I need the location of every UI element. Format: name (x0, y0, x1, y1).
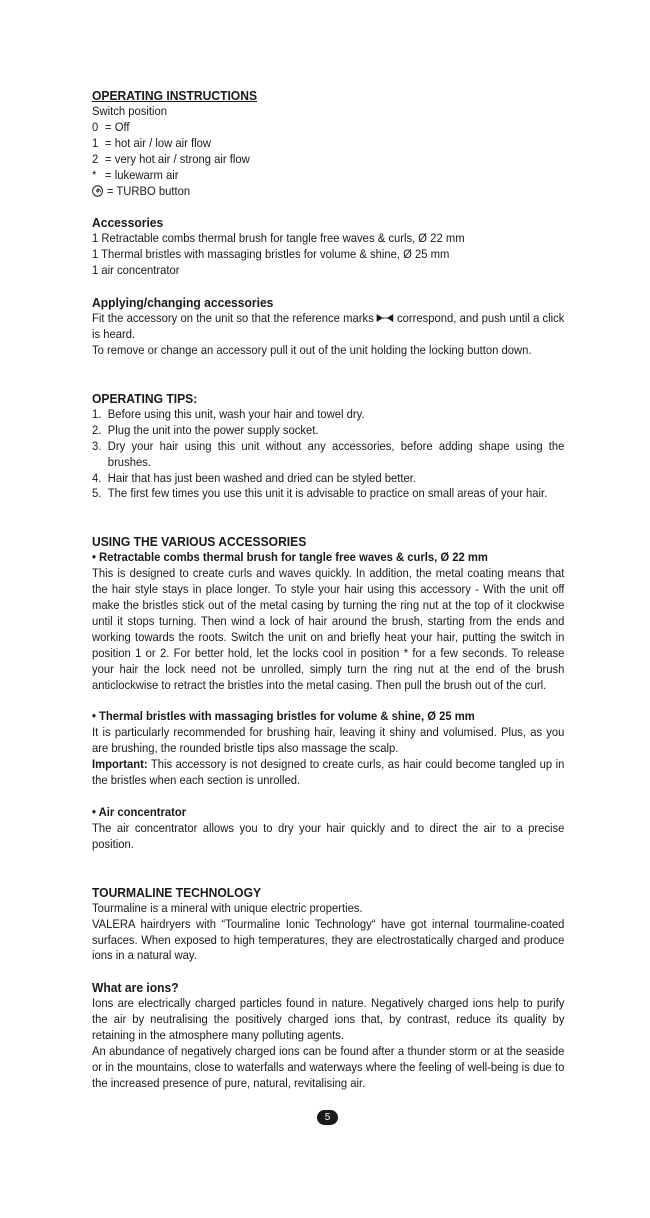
applying-paragraph-1 (92, 311, 564, 343)
accessory-item: 1 Retractable combs thermal brush for tangle free waves & curls, Ø 22 mm (92, 231, 465, 246)
tip-number: 3. (92, 438, 102, 453)
tip-item (92, 407, 564, 423)
switch-key: 0 (92, 119, 99, 134)
accessory-2-text: It is particularly recommended for brushing hair, leaving it shiny and volumised. Plus, as you are brushing, the rounded bristle tips also massage the scalp. (92, 725, 565, 756)
important-label: Important: (92, 757, 148, 772)
applying-paragraph-2: To remove or change an accessory pull it out of the unit holding the locking button down. (92, 342, 532, 357)
accessory-2-important (92, 757, 564, 789)
tourmaline-paragraph-1: Tourmaline is a mineral with unique electric properties. (92, 900, 363, 915)
manual-page (92, 88, 565, 1092)
using-accessories-title: USING THE VARIOUS ACCESSORIES (92, 534, 307, 550)
operating-tips-list (92, 407, 564, 502)
switch-position-turbo (92, 184, 564, 200)
switch-key: * (92, 167, 97, 182)
turbo-desc: = TURBO button (106, 183, 191, 198)
ions-paragraph-1: Ions are electrically charged particles found in nature. Negatively charged ions help to purify the air by neutralising the positively charged ions that, by contrast, reduce its quality by retaining in the atmosphere many polluting agents. (92, 996, 565, 1043)
tip-text: Dry your hair using this unit without any accessories, before adding shape using the brushes. (107, 438, 565, 469)
switch-position-label: Switch position (92, 104, 168, 118)
turbo-spiral-icon (92, 185, 103, 197)
applying-text-after: correspond, and push until a click is heard. (92, 311, 565, 342)
switch-desc: = lukewarm air (105, 167, 179, 182)
tip-number: 4. (92, 470, 102, 485)
accessory-item: 1 air concentrator (92, 263, 180, 278)
accessory-1-text: This is designed to create curls and waves quickly. In addition, the metal coating means that the hair style stays in place longer. To style your hair using this accessory - With the unit off make the bristles stick out of the metal casing by turning the ring nut at the top of it clockwise until it stops turning. Then wind a lock of hair around the brush, starting from the ends and working towards the roots. Switch the unit on and briefly heat your hair, putting the switch in position 1 or 2. For better hold, let the locks cool in position * for a few seconds. To release your hair the lock need not be unrolled, simply turn the ring nut at the end of the brush anticlockwise to retract the bristles into the metal casing. Then pull the brush out of the curl. (92, 566, 565, 692)
accessory-item: 1 Thermal bristles with massaging bristles for volume & shine, Ø 25 mm (92, 247, 450, 262)
tip-number: 5. (92, 486, 102, 501)
switch-key: 2 (92, 151, 99, 166)
switch-desc: = hot air / low air flow (105, 135, 211, 150)
tip-number: 1. (92, 406, 102, 421)
reference-marks-icon (377, 314, 394, 322)
tip-number: 2. (92, 422, 102, 437)
ions-paragraph-2: An abundance of negatively charged ions can be found after a thunder storm or at the seaside or in the mountains, close to waterfalls and waterways where the feeling of well-being is due to the increased presence of pure, natural, revitalising air. (92, 1044, 565, 1090)
switch-desc: = very hot air / strong air flow (105, 151, 250, 166)
page-content (92, 88, 564, 1092)
operating-tips-title: OPERATING TIPS: (92, 390, 198, 406)
switch-desc: = Off (105, 119, 130, 134)
switch-position-1 (92, 136, 564, 152)
accessory-1-title: • Retractable combs thermal brush for tangle free waves & curls, Ø 22 mm (92, 550, 488, 565)
tip-text: Plug the unit into the power supply socket. (107, 422, 319, 437)
tip-item (92, 471, 564, 487)
operating-instructions-title: OPERATING INSTRUCTIONS (92, 88, 258, 103)
tip-item (92, 423, 564, 439)
tip-item (92, 486, 564, 502)
accessories-title: Accessories (92, 215, 164, 231)
switch-position-2 (92, 152, 564, 168)
switch-position-lukewarm (92, 168, 564, 184)
accessory-3-text: The air concentrator allows you to dry your hair quickly and to direct the air to a precise position. (92, 820, 565, 851)
applying-text-before: Fit the accessory on the unit so that the reference marks (92, 311, 374, 326)
accessory-3-title: • Air concentrator (92, 805, 187, 819)
important-text: This accessory is not designed to create curls, as hair could become tangled up in the bristles when each section is unrolled. (92, 757, 565, 788)
tip-text: Hair that has just been washed and dried can be styled better. (107, 470, 417, 485)
accessory-2-title: • Thermal bristles with massaging bristles for volume & shine, Ø 25 mm (92, 709, 475, 724)
tip-text: Before using this unit, wash your hair and towel dry. (107, 406, 365, 421)
tourmaline-paragraph-2: VALERA hairdryers with “Tourmaline Ionic Technology“ have got internal tourmaline-coated surfaces. When exposed to high temperatures, they are electrostatically charged and produce ions in a natural way. (92, 916, 565, 963)
page-number: 5 (317, 1110, 338, 1125)
tip-item (92, 439, 564, 471)
switch-position-0 (92, 120, 564, 136)
switch-key: 1 (92, 135, 99, 150)
tourmaline-title: TOURMALINE TECHNOLOGY (92, 884, 262, 900)
tip-text: The first few times you use this unit it is advisable to practice on small areas of your hair. (107, 486, 548, 501)
ions-title: What are ions? (92, 980, 179, 996)
turbo-icon-wrap (92, 184, 107, 200)
applying-accessories-title: Applying/changing accessories (92, 295, 274, 311)
